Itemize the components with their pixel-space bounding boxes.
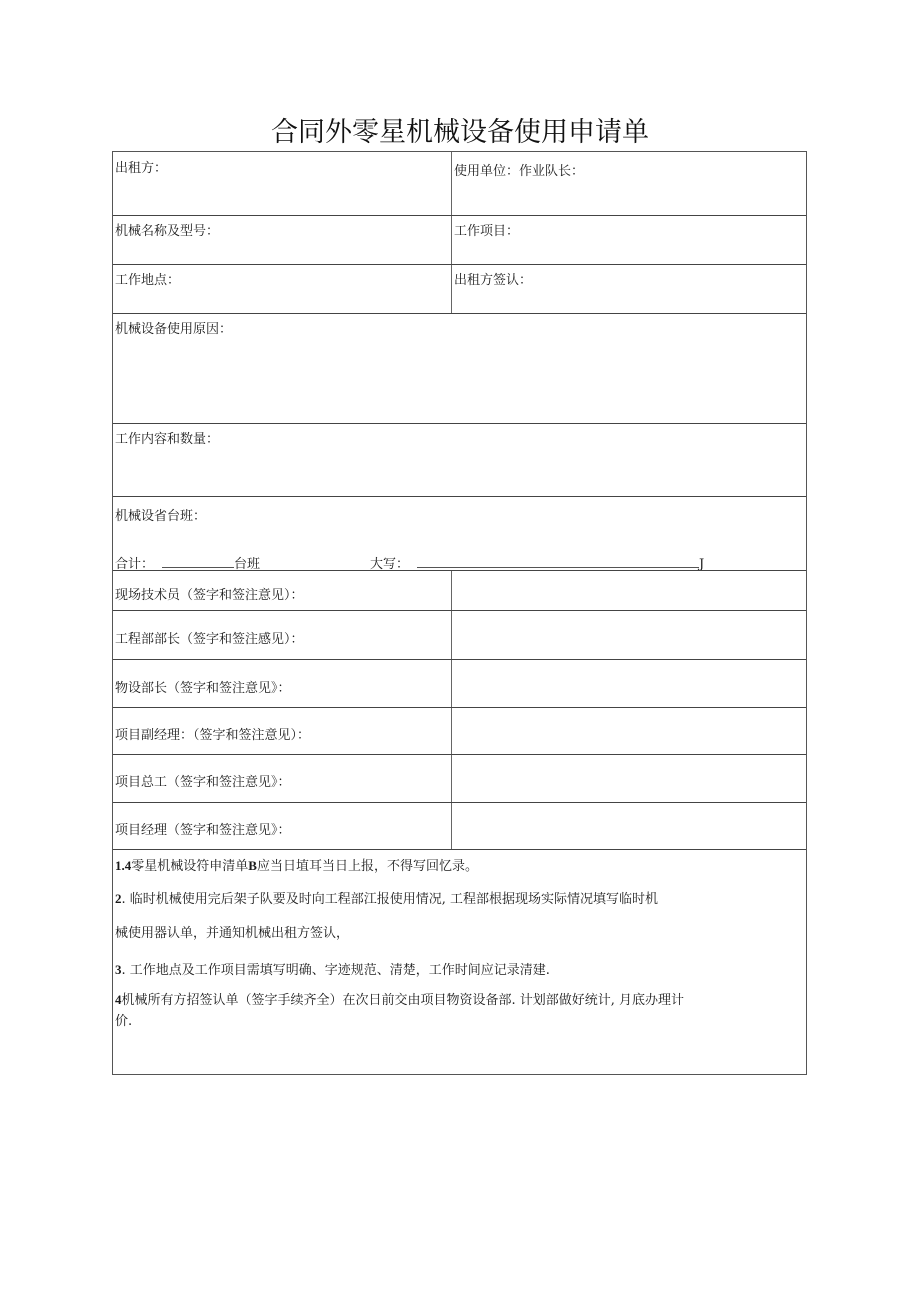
signature-row: [113, 610, 806, 659]
notes-section: [113, 849, 806, 1075]
signature-label-cell: [113, 611, 452, 659]
signature-label-chief-engineer: 项目总工（签字和签注意见》：: [115, 775, 291, 790]
note-4: 4机械所有方招签认单（签字手续齐全）在次日前交由项目物资设备部. 计划部做好统计, 月底办理计: [115, 992, 685, 1008]
signature-field-chief-engineer[interactable]: [452, 755, 806, 802]
signature-label-materials-head: 物设部长（签字和签注意见》：: [115, 681, 291, 696]
row-machine: [113, 215, 806, 264]
signature-label-engineering-head: 工程部部长（签字和签注感见）：: [115, 632, 304, 647]
signature-row: [113, 570, 806, 610]
signature-row: [113, 659, 806, 707]
row-location: [113, 264, 806, 313]
row-usage-reason: [113, 313, 806, 423]
uppercase-amount-blank[interactable]: [417, 555, 699, 568]
total-label: 合计：: [115, 557, 155, 572]
user-unit-label: 使用单位：作业队长：: [454, 164, 585, 179]
signature-label-cell: [113, 803, 452, 849]
cell-work-item[interactable]: [452, 216, 806, 264]
signature-label-cell: [113, 708, 452, 754]
signature-label-cell: [113, 660, 452, 707]
signature-field-materials-head[interactable]: [452, 660, 806, 707]
signature-row: [113, 802, 806, 849]
machine-name-model-label: 机械名称及型号：: [115, 224, 220, 239]
cell-work-content-qty[interactable]: [113, 424, 806, 496]
signature-label-project-manager: 项目经理（签字和签注意见》：: [115, 823, 291, 838]
uppercase-label: 大写：: [370, 557, 410, 572]
note-2-continued: 械使用器认单，并通知机械出租方签认，: [115, 926, 350, 941]
cell-machine-name-model[interactable]: [113, 216, 452, 264]
signature-field-deputy-manager[interactable]: [452, 708, 806, 754]
signature-field-site-technician[interactable]: [452, 571, 806, 610]
work-content-qty-label: 工作内容和数量：: [115, 432, 220, 447]
cell-work-location[interactable]: [113, 265, 452, 313]
signature-label-deputy-manager: 项目副经理：（签字和签注意见）：: [115, 728, 311, 743]
uppercase-end-mark: J: [699, 557, 705, 572]
row-work-content: [113, 423, 806, 496]
note-1: 1.4零星机械设符申清单B应当日埴耳当日上报，不得写回忆录。: [115, 858, 478, 874]
lessor-label: 出租方：: [115, 161, 168, 176]
cell-usage-reason[interactable]: [113, 314, 806, 423]
row-machine-shifts: [113, 496, 806, 570]
note-4-continued: 价.: [115, 1014, 133, 1029]
form-title: 合同外零星机械设备使用申请单: [271, 117, 649, 148]
usage-reason-label: 机械设备使用原因：: [115, 322, 233, 337]
cell-lessor[interactable]: [113, 152, 452, 215]
signature-label-cell: [113, 755, 452, 802]
note-2: 2. 临时机械使用完后架子队要及时向工程部江报使用情况, 工程部根据现场实际情况填写临时机: [115, 891, 659, 907]
lessor-confirm-label: 出租方签认：: [454, 273, 533, 288]
total-shifts-blank[interactable]: [162, 555, 234, 568]
cell-machine-shifts[interactable]: [113, 497, 806, 570]
machine-shifts-label: 机械设省台班：: [115, 509, 207, 524]
cell-user-unit[interactable]: [452, 152, 806, 215]
cell-lessor-confirm[interactable]: [452, 265, 806, 313]
note-3: 3. 工作地点及工作项目需填写明确、字迹规范、清楚，工作时间应记录清建.: [115, 962, 550, 978]
signature-row: [113, 754, 806, 802]
work-location-label: 工作地点：: [115, 273, 181, 288]
total-unit: 台班: [234, 557, 261, 572]
row-lessor: [113, 152, 806, 215]
signature-label-cell: [113, 571, 452, 610]
signature-label-site-technician: 现场技术员（签字和签注意见）：: [115, 588, 304, 603]
signature-field-engineering-head[interactable]: [452, 611, 806, 659]
signature-row: [113, 707, 806, 754]
work-item-label: 工作项目：: [454, 224, 520, 239]
application-form-table: [112, 151, 807, 1075]
signature-field-project-manager[interactable]: [452, 803, 806, 849]
